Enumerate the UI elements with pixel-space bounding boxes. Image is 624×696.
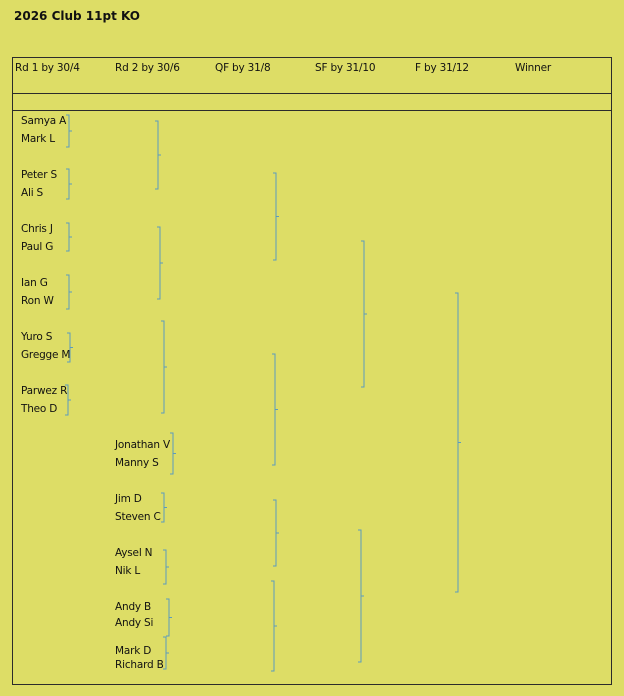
player-entry: Ian G (21, 277, 48, 289)
column-header-final: F by 31/12 (415, 62, 469, 74)
player-entry: Peter S (21, 169, 57, 181)
bracket-connector (163, 637, 169, 669)
bracket-connector (155, 121, 161, 189)
bracket-connector (273, 173, 279, 260)
player-entry: Parwez R (21, 385, 68, 397)
column-header-round1: Rd 1 by 30/4 (15, 62, 80, 74)
bracket-connector (163, 550, 169, 584)
player-entry: Theo D (21, 403, 58, 415)
bracket-connector (271, 581, 277, 671)
column-header-semifinal: SF by 31/10 (315, 62, 376, 74)
bracket-connector (161, 321, 167, 413)
page-title: 2026 Club 11pt KO (14, 9, 140, 23)
player-entry: Ron W (21, 295, 54, 307)
player-entry: Jim D (115, 493, 142, 505)
player-entry: Manny S (115, 457, 159, 469)
bracket-connector (361, 241, 367, 387)
bracket-connector (157, 227, 163, 299)
player-entry: Chris J (21, 223, 53, 235)
bracket-connector (455, 293, 461, 592)
bracket-connector (161, 493, 167, 522)
player-entry: Mark D (115, 645, 152, 657)
column-header-winner: Winner (515, 62, 551, 74)
column-header-round2: Rd 2 by 30/6 (115, 62, 180, 74)
player-entry: Andy B (115, 601, 152, 613)
player-entry: Steven C (115, 511, 161, 523)
player-entry: Jonathan V (115, 439, 170, 451)
bracket-connector (66, 275, 72, 309)
bracket-connector (66, 115, 72, 147)
bracket-connector (65, 385, 71, 415)
player-entry: Nik L (115, 565, 141, 577)
column-header-quarterfinal: QF by 31/8 (215, 62, 271, 74)
bracket-connector (66, 223, 72, 251)
bracket-connector (166, 599, 172, 636)
player-entry: Andy Si (115, 617, 154, 629)
bracket-connector (358, 530, 364, 662)
bracket-connector (272, 354, 278, 465)
player-entry: Aysel N (115, 547, 153, 559)
player-entry: Yuro S (21, 331, 53, 343)
player-entry: Richard B (115, 659, 164, 671)
player-entry: Mark L (21, 133, 55, 145)
bracket-connector (66, 169, 72, 199)
bracket-connector (170, 433, 176, 474)
player-entry: Ali S (21, 187, 44, 199)
player-entry: Gregge M (21, 349, 71, 361)
player-entry: Paul G (21, 241, 54, 253)
bracket-connector (273, 500, 279, 566)
player-entry: Samya A (21, 115, 67, 127)
bracket-connector (67, 333, 73, 362)
